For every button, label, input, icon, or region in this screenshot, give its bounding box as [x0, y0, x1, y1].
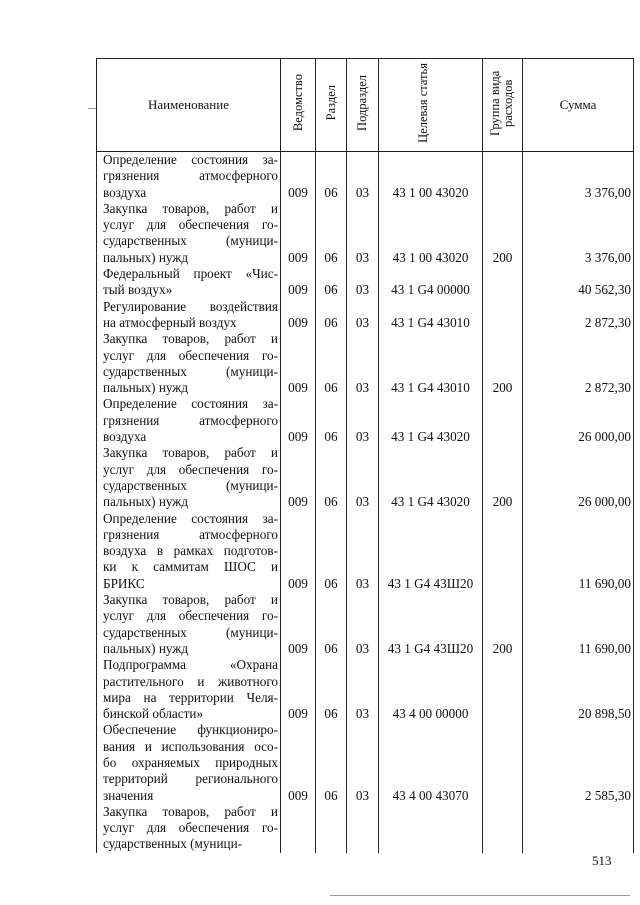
header-summa: Сумма	[523, 59, 634, 152]
cell-podrazdel: 03	[347, 511, 379, 592]
table-row	[97, 299, 634, 332]
cell-summa: 40 562,30	[523, 266, 634, 299]
row-name-line: сударственных (муници-	[103, 233, 278, 249]
row-name-line: сударственных (муници-	[103, 363, 278, 379]
row-name-line: сударственных (муници-	[103, 477, 278, 493]
row-name-line: бо охраняемых природных	[103, 754, 278, 770]
row-name-line: пальных) нужд	[103, 640, 189, 656]
row-name-line: услуг для обеспечения го-	[103, 347, 278, 363]
table-row	[97, 592, 634, 657]
table-row	[97, 722, 634, 803]
row-name-line: услуг для обеспечения го-	[103, 217, 278, 233]
cell-razdel: 06	[316, 201, 347, 266]
cell-celevaya: 43 1 G4 43010	[379, 299, 483, 332]
cell-ved: 009	[281, 201, 316, 266]
row-name-line: воздуха	[103, 429, 147, 445]
cell-celevaya: 43 1 00 43020	[379, 152, 483, 201]
row-name-line: услуг для обеспечения го-	[103, 461, 278, 477]
row-name	[97, 299, 281, 332]
row-name	[97, 804, 281, 853]
cell-ved: 009	[281, 331, 316, 396]
cell-podrazdel: 03	[347, 592, 379, 657]
cell-celevaya: 43 1 G4 00000	[379, 266, 483, 299]
row-name-line: тый воздух»	[103, 282, 173, 298]
row-name-line: услуг для обеспечения го-	[103, 820, 278, 836]
row-name-line: Определение состояния за-	[103, 152, 278, 167]
row-name-line: Закупка товаров, работ и	[103, 803, 278, 819]
row-name-line: Подпрограмма «Охрана	[103, 657, 278, 673]
cell-gruppa	[483, 722, 523, 803]
row-name-line: Закупка товаров, работ и	[103, 200, 278, 216]
row-name-line: Регулирование воздействия	[103, 298, 278, 314]
row-name-line: территорий регионального	[103, 771, 278, 787]
table-row	[97, 511, 634, 592]
header-name: Наименование	[97, 59, 281, 152]
cell-summa	[523, 804, 634, 853]
cell-celevaya: 43 1 G4 43020	[379, 396, 483, 445]
cell-razdel: 06	[316, 592, 347, 657]
cell-ved: 009	[281, 396, 316, 445]
row-name	[97, 657, 281, 722]
cell-razdel: 06	[316, 152, 347, 201]
cell-ved: 009	[281, 592, 316, 657]
cell-ved	[281, 804, 316, 853]
cell-podrazdel: 03	[347, 299, 379, 332]
cell-ved: 009	[281, 152, 316, 201]
row-name-line: бинской области»	[103, 706, 204, 722]
row-name-line: Обеспечение функциониро-	[103, 722, 278, 738]
cell-podrazdel: 03	[347, 201, 379, 266]
cell-ved: 009	[281, 657, 316, 722]
row-name-line: Определение состояния за-	[103, 396, 278, 412]
table-header-row	[97, 59, 634, 152]
margin-mark	[88, 108, 96, 109]
row-name-line: значения	[103, 787, 154, 803]
cell-gruppa	[483, 152, 523, 201]
row-name-line: Закупка товаров, работ и	[103, 592, 278, 608]
cell-razdel	[316, 804, 347, 853]
cell-summa: 2 872,30	[523, 299, 634, 332]
cell-razdel: 06	[316, 396, 347, 445]
row-name-line: БРИКС	[103, 575, 145, 591]
table-row	[97, 445, 634, 510]
row-name	[97, 266, 281, 299]
cell-ved: 009	[281, 722, 316, 803]
row-name-line: грязнения атмосферного	[103, 168, 278, 184]
table-row	[97, 396, 634, 445]
table-row	[97, 331, 634, 396]
row-name-line: воздуха в рамках подготов-	[103, 543, 278, 559]
cell-ved: 009	[281, 266, 316, 299]
cell-podrazdel: 03	[347, 266, 379, 299]
cell-gruppa	[483, 299, 523, 332]
row-name-line: вания и использования осо-	[103, 738, 278, 754]
cell-summa: 11 690,00	[523, 511, 634, 592]
cell-gruppa	[483, 396, 523, 445]
row-name	[97, 511, 281, 592]
row-name-line: услуг для обеспечения го-	[103, 608, 278, 624]
row-name-line: сударственных (муници-	[103, 624, 278, 640]
row-name	[97, 592, 281, 657]
row-name-line: растительного и животного	[103, 673, 278, 689]
cell-celevaya	[379, 804, 483, 853]
cell-podrazdel: 03	[347, 657, 379, 722]
row-name-line: пальных) нужд	[103, 494, 189, 510]
table-row	[97, 201, 634, 266]
row-name-line: мира на территории Челя-	[103, 689, 278, 705]
header-gruppa: Группа вида расходов	[483, 59, 523, 152]
header-podrazdel: Подраздел	[347, 59, 379, 152]
cell-celevaya: 43 4 00 00000	[379, 657, 483, 722]
row-name-line: Федеральный проект «Чис-	[103, 266, 278, 282]
row-name	[97, 396, 281, 445]
cell-celevaya: 43 1 G4 43Ш20	[379, 592, 483, 657]
page-number: 513	[592, 853, 612, 868]
row-name-line: сударственных (муници-	[103, 836, 243, 852]
cell-gruppa: 200	[483, 445, 523, 510]
row-name	[97, 152, 281, 201]
cell-summa: 3 376,00	[523, 201, 634, 266]
row-name-line: пальных) нужд	[103, 249, 189, 265]
cell-celevaya: 43 4 00 43070	[379, 722, 483, 803]
cell-summa: 11 690,00	[523, 592, 634, 657]
cell-celevaya: 43 1 G4 43Ш20	[379, 511, 483, 592]
cell-celevaya: 43 1 G4 43010	[379, 331, 483, 396]
cell-summa: 20 898,50	[523, 657, 634, 722]
cell-podrazdel: 03	[347, 396, 379, 445]
cell-podrazdel: 03	[347, 445, 379, 510]
cell-podrazdel	[347, 804, 379, 853]
row-name-line: ки к саммитам ШОС и	[103, 559, 278, 575]
cell-razdel: 06	[316, 722, 347, 803]
row-name-line: грязнения атмосферного	[103, 526, 278, 542]
row-name	[97, 201, 281, 266]
cell-ved: 009	[281, 445, 316, 510]
cell-gruppa: 200	[483, 331, 523, 396]
cell-razdel: 06	[316, 299, 347, 332]
cell-summa: 26 000,00	[523, 396, 634, 445]
table-row	[97, 804, 634, 853]
row-name	[97, 722, 281, 803]
footer-line	[330, 895, 630, 896]
cell-gruppa	[483, 266, 523, 299]
cell-razdel: 06	[316, 266, 347, 299]
table-row	[97, 657, 634, 722]
row-name-line: Определение состояния за-	[103, 510, 278, 526]
table-row	[97, 266, 634, 299]
cell-razdel: 06	[316, 445, 347, 510]
cell-gruppa: 200	[483, 201, 523, 266]
cell-summa: 2 585,30	[523, 722, 634, 803]
cell-razdel: 06	[316, 511, 347, 592]
row-name-line: грязнения атмосферного	[103, 412, 278, 428]
row-name-line: пальных) нужд	[103, 380, 189, 396]
row-name	[97, 445, 281, 510]
cell-summa: 26 000,00	[523, 445, 634, 510]
cell-podrazdel: 03	[347, 152, 379, 201]
cell-podrazdel: 03	[347, 722, 379, 803]
cell-ved: 009	[281, 511, 316, 592]
cell-podrazdel: 03	[347, 331, 379, 396]
header-razdel: Раздел	[316, 59, 347, 152]
row-name-line: на атмосферный воздух	[103, 314, 237, 330]
row-name	[97, 331, 281, 396]
budget-table	[96, 58, 634, 853]
cell-gruppa	[483, 511, 523, 592]
cell-razdel: 06	[316, 331, 347, 396]
header-ved: Ведомство	[281, 59, 316, 152]
cell-gruppa: 200	[483, 592, 523, 657]
cell-celevaya: 43 1 G4 43020	[379, 445, 483, 510]
cell-ved: 009	[281, 299, 316, 332]
cell-razdel: 06	[316, 657, 347, 722]
table-row	[97, 152, 634, 201]
cell-celevaya: 43 1 00 43020	[379, 201, 483, 266]
header-celevaya: Целевая статья	[379, 59, 483, 152]
cell-gruppa	[483, 804, 523, 853]
row-name-line: воздуха	[103, 184, 147, 200]
cell-summa: 2 872,30	[523, 331, 634, 396]
row-name-line: Закупка товаров, работ и	[103, 331, 278, 347]
row-name-line: Закупка товаров, работ и	[103, 445, 278, 461]
cell-gruppa	[483, 657, 523, 722]
cell-summa: 3 376,00	[523, 152, 634, 201]
